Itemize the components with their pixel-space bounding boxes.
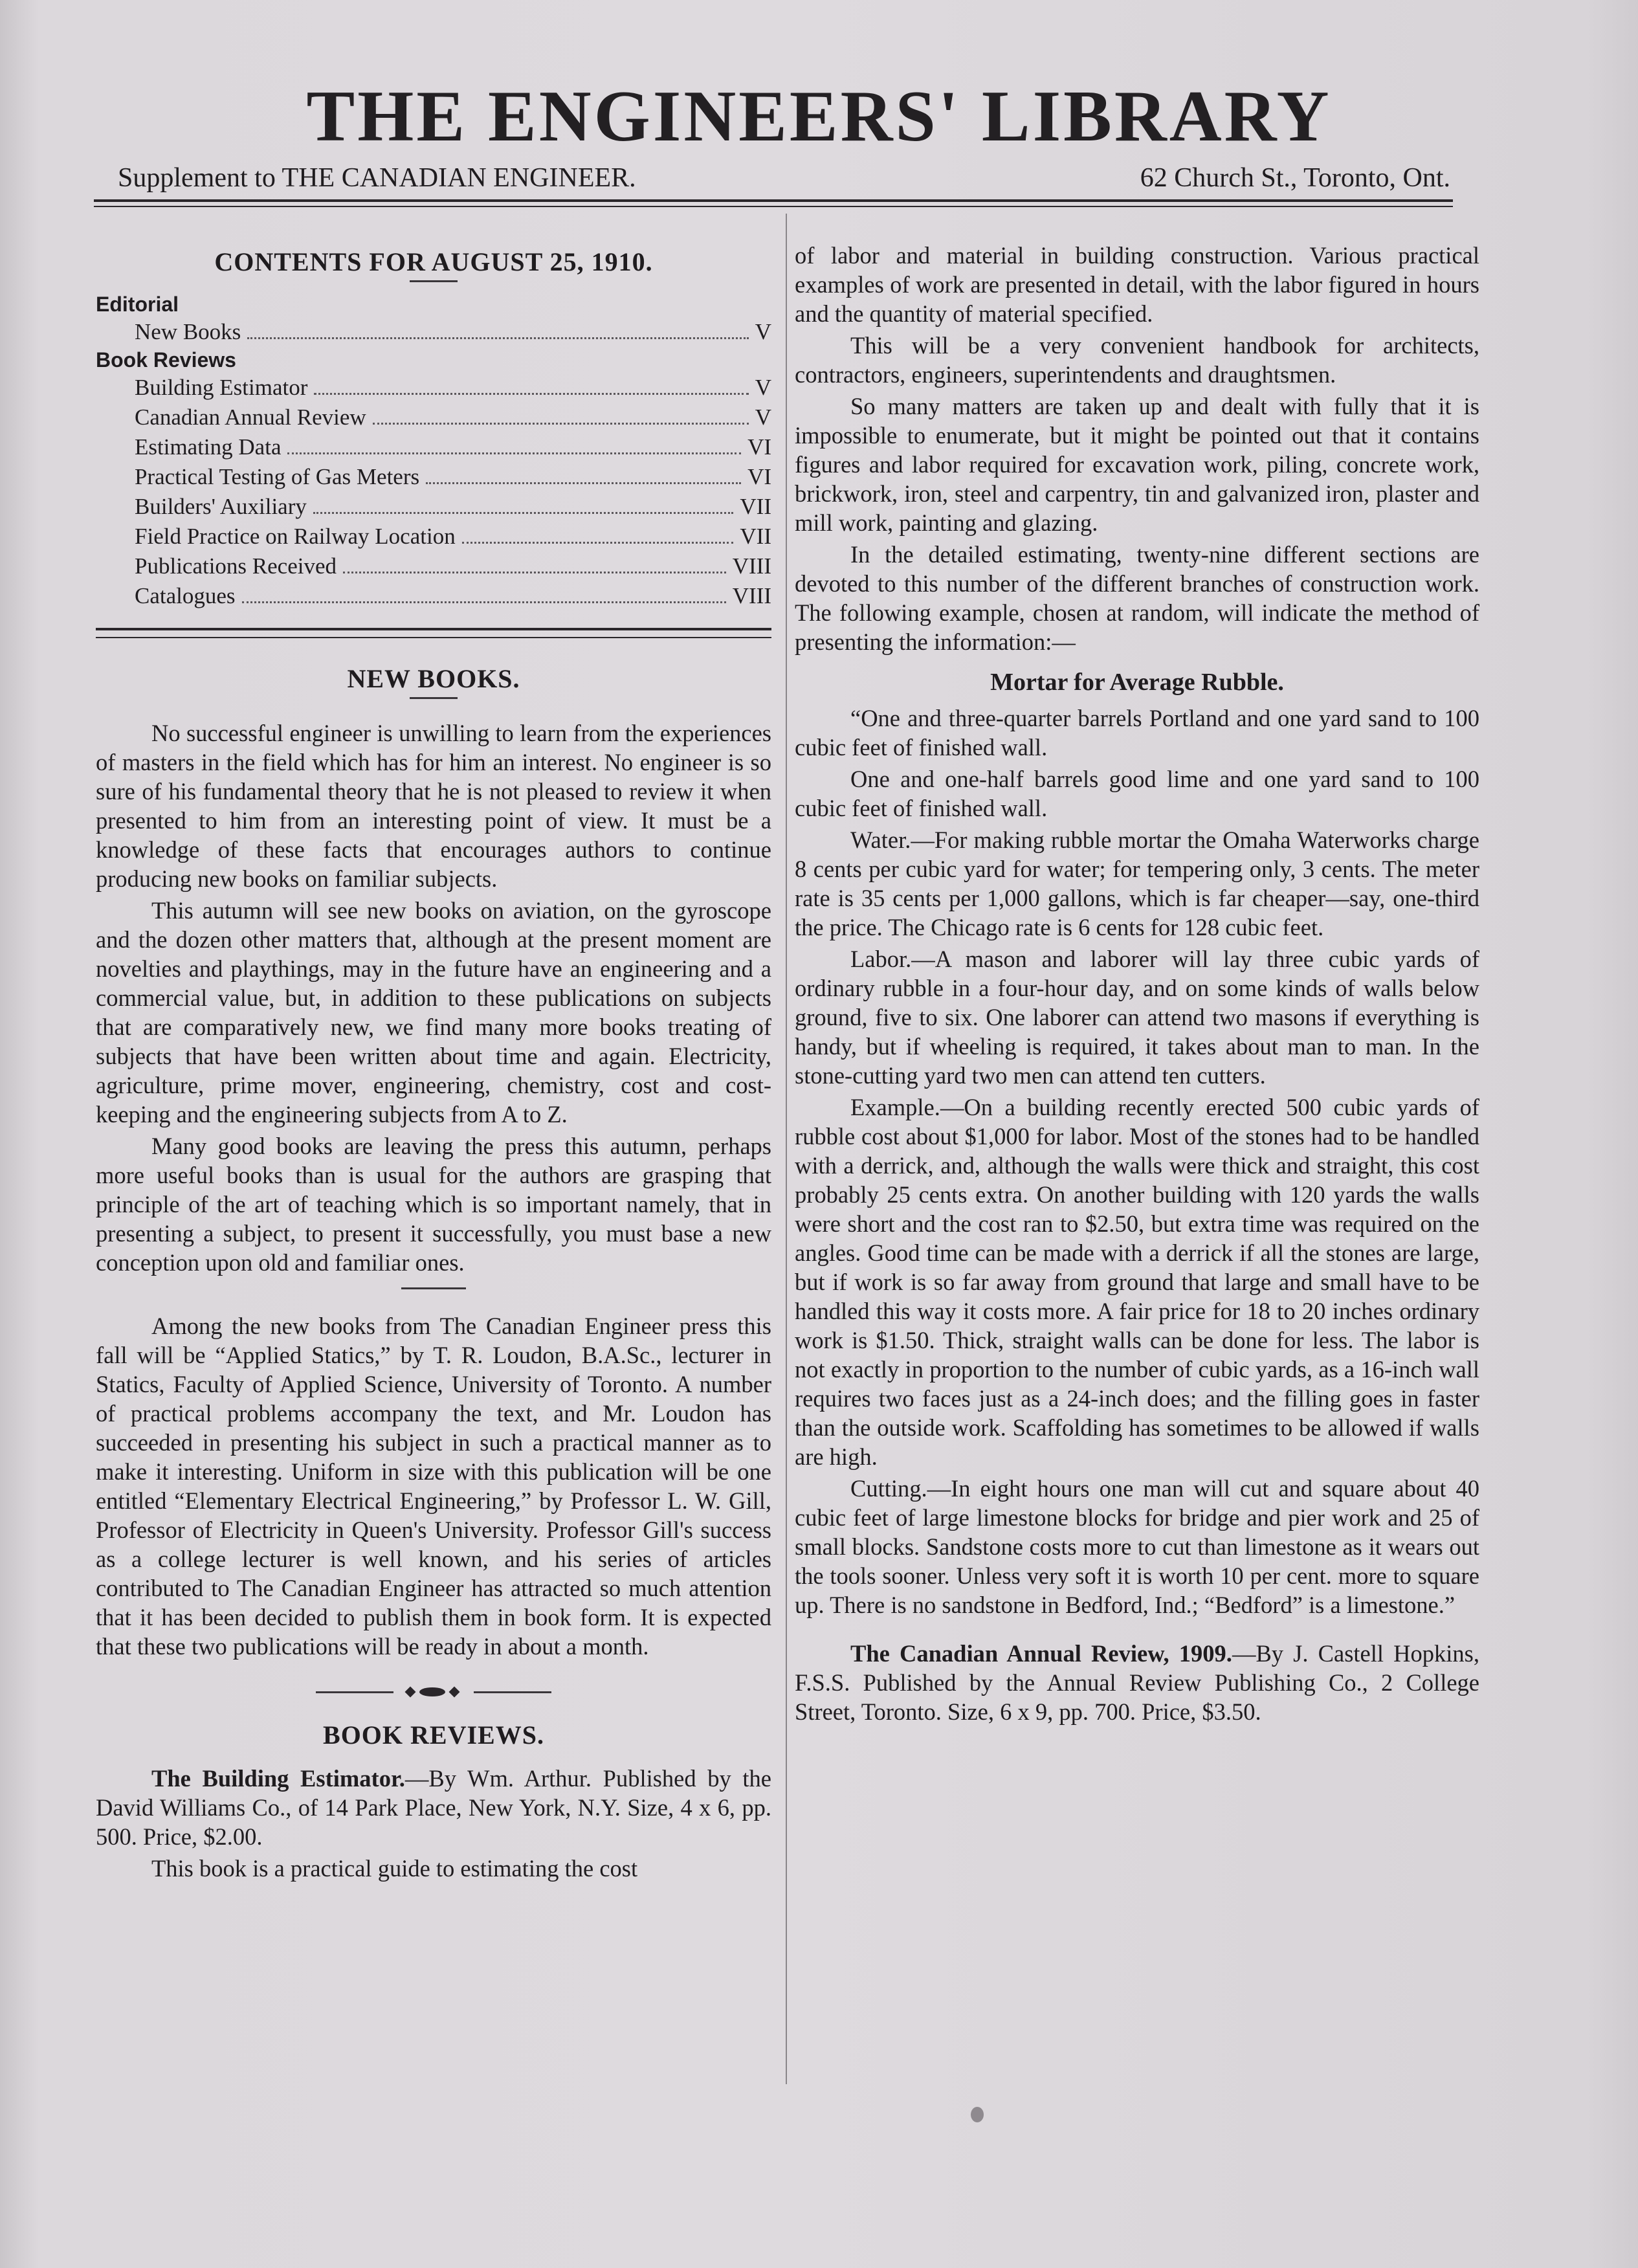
toc-item-page: V (755, 319, 771, 344)
contents-heading: CONTENTS FOR AUGUST 25, 1910. (214, 247, 653, 276)
leader-dots (343, 572, 726, 573)
example-paragraph: Example.—On a building recently erected 500 cubic yards of rubble cost about $1,000 for labor. Most of the stones had to be handled with a derrick, and, although the walls were thick and straight, this cost probably 25 cents extra. On another building with 120 yards the walls were short and the cost ran to $2.50, but extra time was required on the angles. Good time can be made with a derrick if all the stones are large, but if work is so far away from ground that large and small have to be handled this way it costs more. A fair price for 18 to 20 inches ordinary work is $1.50. Thick, straight walls can be done for less. The labor is not exactly in proportion to the number of cubic yards, as a 16-inch wall requires two faces just as a 24-inch does; and the filling goes in faster than the outside work. Scaffolding has sometimes to be allowed if walls are high. (795, 1094, 1479, 1470)
example-heading: Mortar for Average Rubble. (990, 669, 1284, 696)
column-divider (786, 214, 787, 2084)
heading-rule (410, 697, 458, 699)
review-paragraph: This book is a practical guide to estimating the cost (151, 1855, 638, 1882)
toc-item-page: VIII (732, 583, 771, 608)
toc-item[interactable] (96, 551, 771, 581)
toc-item-title: Canadian Annual Review (135, 405, 366, 430)
toc-item[interactable] (96, 522, 771, 551)
review-publication-info: —By J. Castell Hopkins, F.S.S. Published by the Annual Review Publishing Co., 2 College Street, Toronto. Size, 6 x 9, pp. 700. Price, $3.50. (795, 1640, 1479, 1725)
review-paragraph: of labor and material in building construction. Various practical examples of work are presented in detail, with the labor figured in hours and the quantity of material specified. (795, 242, 1479, 327)
review-paragraph: This will be a very convenient handbook for architects, contractors, engineers, superintendents and draughtsmen. (795, 332, 1479, 388)
review-building-estimator (96, 1764, 771, 1851)
leader-dots (247, 337, 748, 339)
supplement-line: Supplement to THE CANADIAN ENGINEER. (118, 163, 636, 193)
toc-item[interactable] (96, 581, 771, 611)
new-books-paragraph: Many good books are leaving the press this autumn, perhaps more useful books than is usual for the authors are grasping that principle of the art of teaching which is so important namely, that in presenting a subject, to present it successfully, you must base a new conception upon old and familiar ones. (96, 1133, 771, 1276)
example-paragraph: Labor.—A mason and laborer will lay three cubic yards of ordinary rubble in a four-hour day, and on some kinds of walls below ground, five to six. One laborer can attend two masons if everything is handy, but if wheeling is required, it takes about man to man. In the stone-cutting yard two men can attend ten cutters. (795, 946, 1479, 1089)
toc-item-title: Publications Received (135, 553, 337, 579)
right-column (795, 241, 1479, 1729)
toc-item-page: VII (740, 494, 771, 519)
new-books-paragraph: Among the new books from The Canadian Engineer press this fall will be “Applied Statics,” by T. R. Loudon, B.A.Sc., lecturer in Statics, Faculty of Applied Science, University of Toronto. A number of practical problems accompany the text, and Mr. Loudon has succeeded in presenting his subject in such a practical manner as to make it interesting. Uniform in size with this publication will be one entitled “Elementary Electrical Engineering,” by Professor L. W. Gill, Professor of Electricity in Queen's University. Professor Gill's success as a college lecturer is well known, and his series of articles contributed to The Canadian Engineer has attracted so much attention that it has been decided to publish them in book form. It is expected that these two publications will be ready in about a month. (96, 1313, 771, 1660)
toc-item-page: V (755, 405, 771, 430)
leader-dots (314, 393, 748, 395)
publisher-address: 62 Church St., Toronto, Ont. (1140, 163, 1450, 193)
new-books-paragraph: This autumn will see new books on aviation, on the gyroscope and the dozen other matters that, although at the present moment are novelties and playthings, may in the future have an engineering and a commercial value, but, in addition to these publications on subjects that are comparatively new, we find many more books treating of subjects that have been written about time and again. Electricity, agriculture, prime mover, engineering, chemistry, cost and cost-keeping and the engineering subjects from A to Z. (96, 897, 771, 1128)
new-books-heading: NEW BOOKS. (347, 664, 520, 693)
toc-item[interactable] (96, 403, 771, 432)
masthead-rule (94, 199, 1453, 202)
leader-dots (373, 423, 749, 425)
review-canadian-annual-review (795, 1639, 1479, 1726)
toc-item-page: VI (747, 464, 771, 489)
toc-item-title: New Books (135, 319, 241, 344)
review-title: The Building Estimator. (151, 1765, 405, 1792)
leader-dots (287, 452, 741, 454)
toc-item-title: Building Estimator (135, 375, 308, 400)
review-publication-info: —By Wm. Arthur. Published by the David Williams Co., of 14 Park Place, New York, N.Y. Size, 4 x 6, pp. 500. Price, $2.00. (96, 1765, 771, 1850)
section-separator (401, 1287, 466, 1289)
toc-item-title: Builders' Auxiliary (135, 494, 307, 519)
toc-item-title: Practical Testing of Gas Meters (135, 464, 420, 489)
contents-end-rule (96, 628, 771, 638)
review-paragraph: So many matters are taken up and dealt with fully that it is impossible to enumerate, but it might be pointed out that it contains figures and labor required for excavation work, piling, concrete work, brickwork, iron, steel and carpentry, tin and galvanized iron, plaster and mill work, painting and glazing. (795, 393, 1479, 536)
toc-group-editorial: Editorial (96, 293, 179, 316)
masthead-rule-thin (94, 206, 1453, 207)
toc-item-page: VII (740, 524, 771, 549)
review-paragraph: In the detailed estimating, twenty-nine different sections are devoted to this number of the different branches of construction work. The following example, chosen at random, will indicate the method of presenting the information:— (795, 541, 1479, 655)
leader-dots (242, 601, 726, 603)
heading-rule (410, 280, 458, 282)
example-paragraph: Cutting.—In eight hours one man will cut and square about 40 cubic feet of large limestone blocks for bridge and pier work and 25 of small blocks. Sandstone costs more to cut than limestone as it wears out the tools sooner. Unless very soft it is worth 10 per cent. more to square up. There is no sandstone in Bedford, Ind.; “Bedford” is a limestone.” (795, 1475, 1479, 1618)
toc-item-title: Catalogues (135, 583, 236, 608)
toc-item-title: Estimating Data (135, 434, 282, 460)
ornamental-divider (96, 1687, 771, 1697)
book-reviews-heading: BOOK REVIEWS. (323, 1720, 544, 1750)
toc-item[interactable] (96, 373, 771, 403)
toc-item-page: VI (747, 434, 771, 460)
example-paragraph: One and one-half barrels good lime and one yard sand to 100 cubic feet of finished wall. (795, 766, 1479, 821)
new-books-paragraph: No successful engineer is unwilling to learn from the experiences of masters in the field which has for him an interest. No engineer is so sure of his fundamental theory that he is not pleased to review it when presented to him from an interesting point of view. It must be a knowledge of these facts that encourages authors to continue producing new books on familiar subjects. (96, 720, 771, 892)
left-column (96, 241, 771, 1885)
toc-item[interactable] (96, 492, 771, 522)
toc-item[interactable] (96, 462, 771, 492)
leader-dots (313, 512, 734, 514)
toc-group-book-reviews: Book Reviews (96, 348, 236, 372)
page-mark (971, 2107, 984, 2122)
leader-dots (462, 542, 734, 544)
leader-dots (426, 482, 741, 484)
masthead-title: THE ENGINEERS' LIBRARY (306, 76, 1332, 157)
toc-item[interactable] (96, 317, 771, 347)
toc-item-page: VIII (732, 553, 771, 579)
toc-item-title: Field Practice on Railway Location (135, 524, 456, 549)
example-paragraph: Water.—For making rubble mortar the Omaha Waterworks charge 8 cents per cubic yard for water; for tempering only, 3 cents. The meter rate is 35 cents per 1,000 gallons, which is far cheaper—say, one-third the price. The Chicago rate is 6 cents for 128 cubic feet. (795, 827, 1479, 940)
example-paragraph: “One and three-quarter barrels Portland and one yard sand to 100 cubic feet of finished wall. (795, 705, 1479, 761)
review-title: The Canadian Annual Review, 1909. (850, 1640, 1232, 1667)
toc-item[interactable] (96, 432, 771, 462)
toc-item-page: V (755, 375, 771, 400)
